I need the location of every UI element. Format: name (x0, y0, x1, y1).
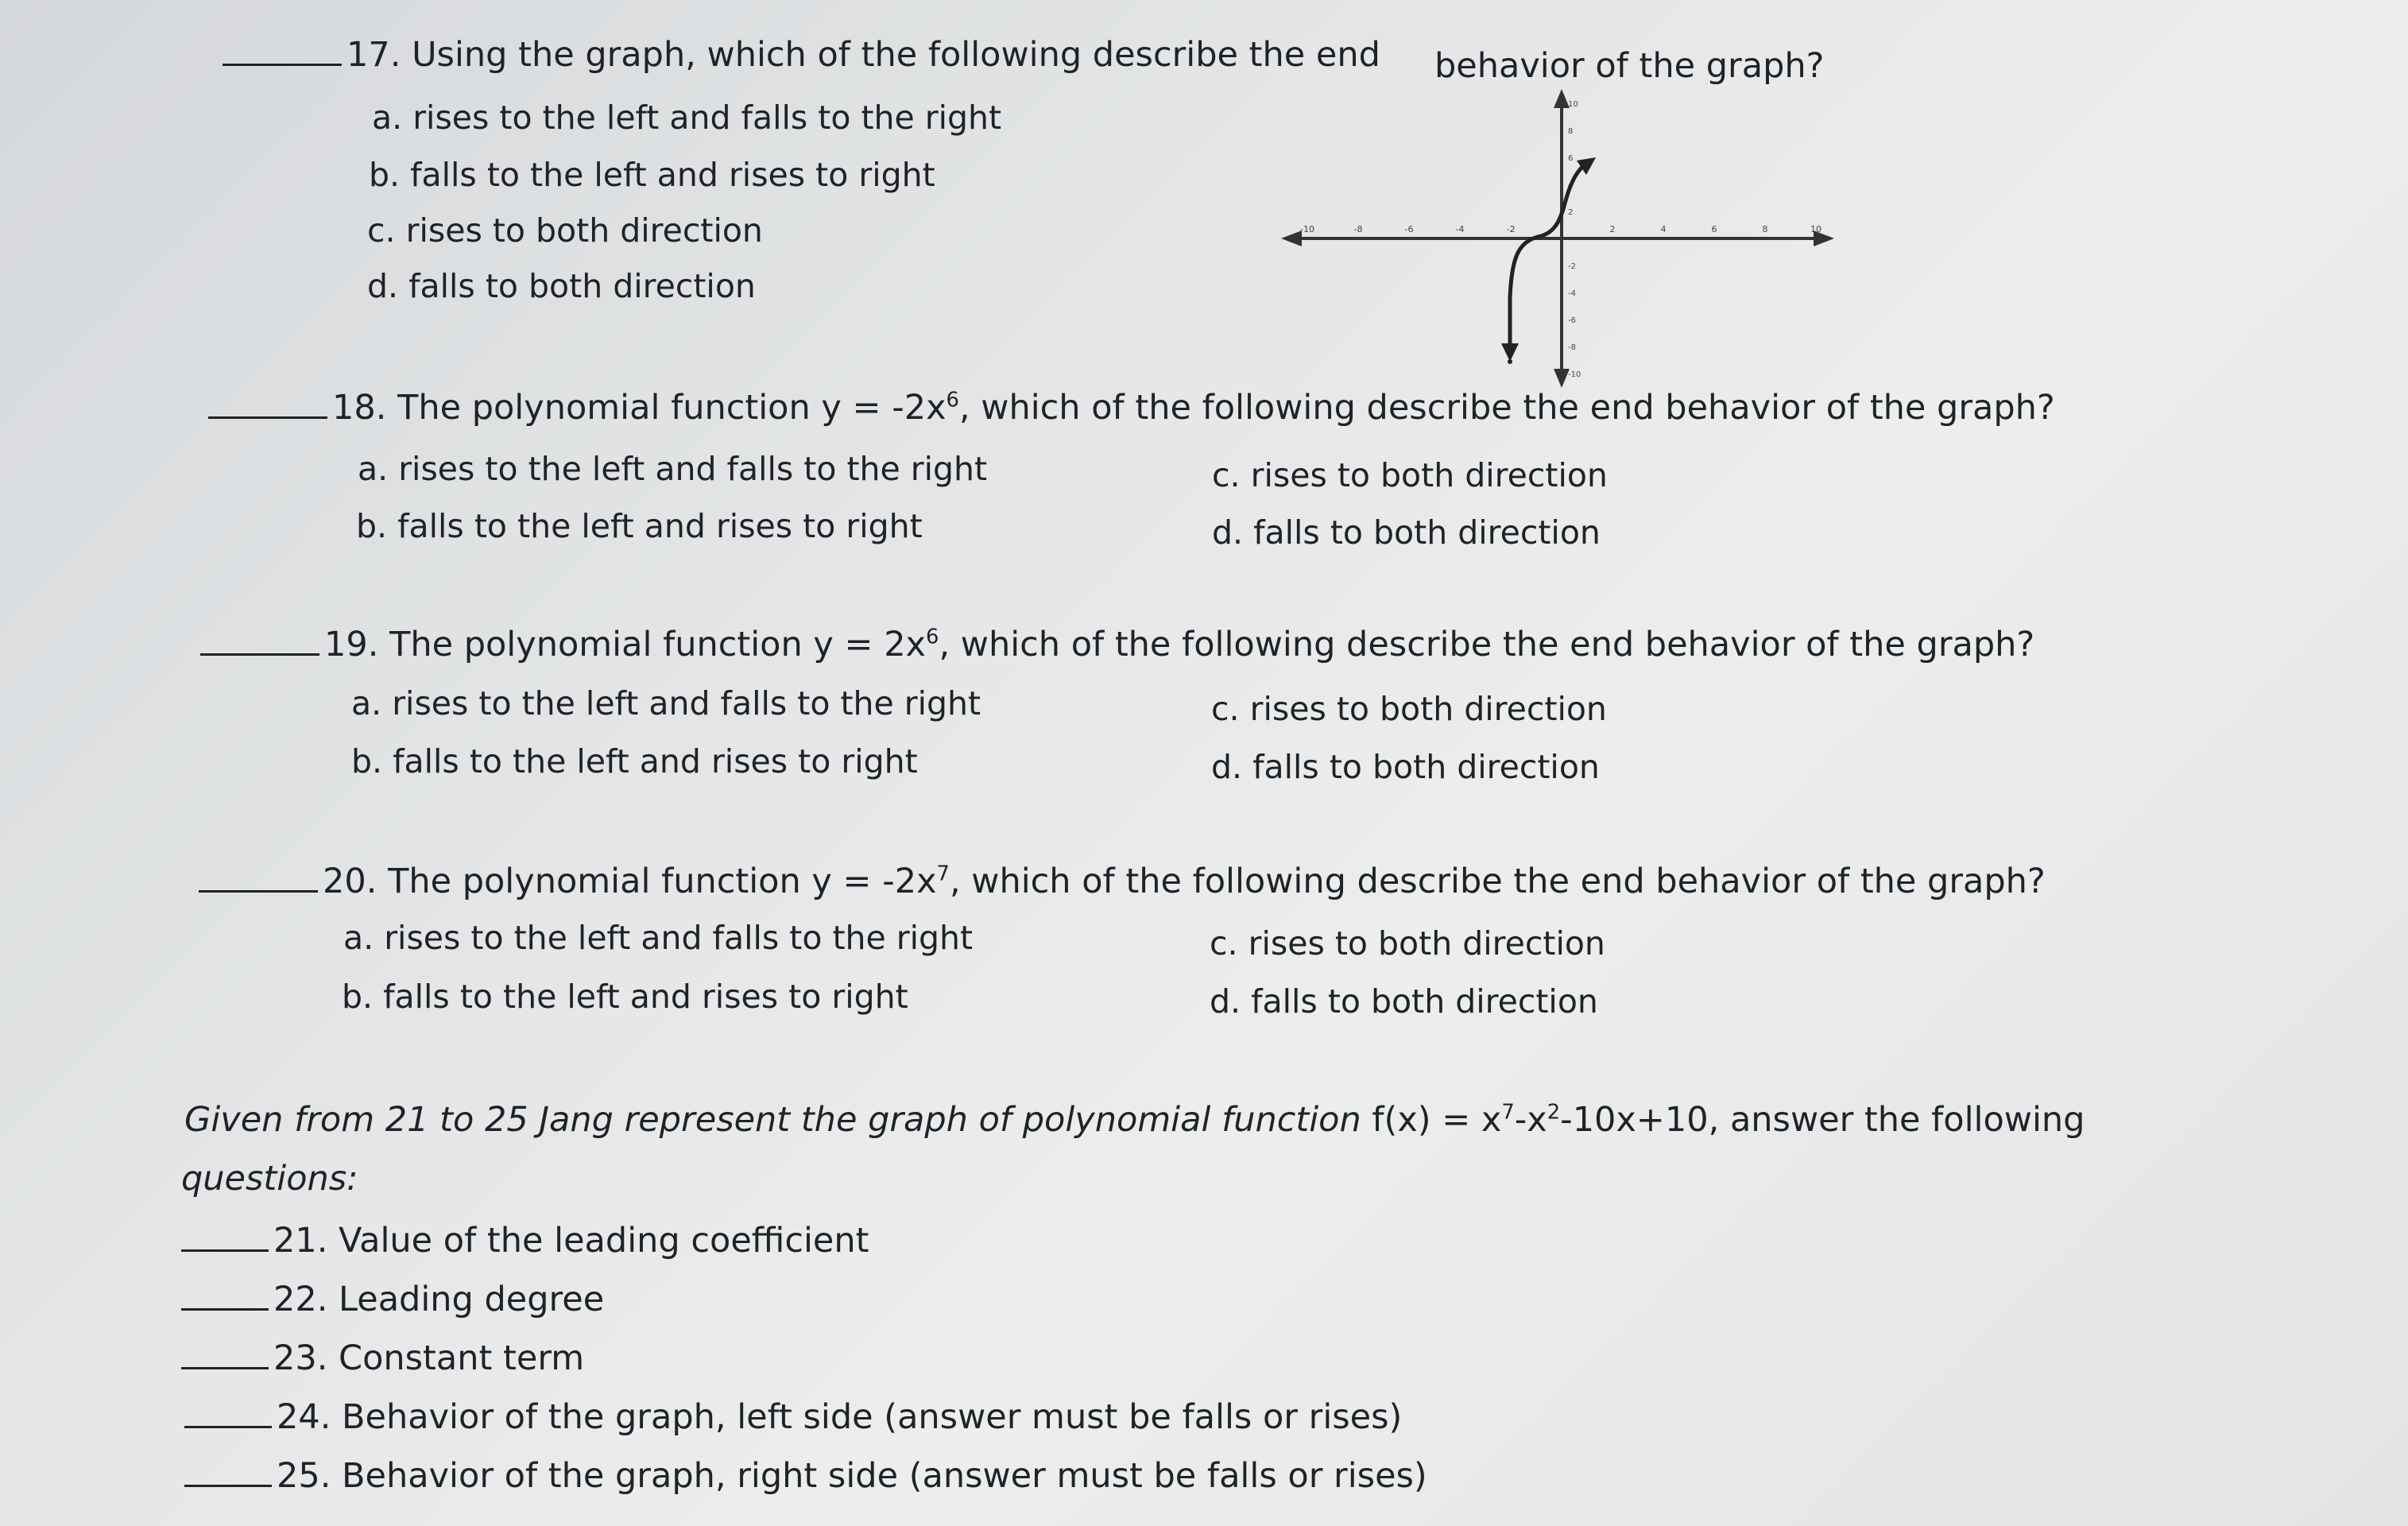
q18-option-c: c. rises to both direction (1212, 456, 1608, 494)
y-axis-top-arrow (1554, 89, 1570, 108)
q18-answer-blank[interactable] (208, 393, 327, 419)
q22: 22. Leading degree (181, 1283, 604, 1317)
q19-option-c: c. rises to both direction (1211, 690, 1607, 728)
q23: 23. Constant term (181, 1342, 584, 1376)
q25: 25. Behavior of the graph, right side (answer must be falls or rises) (184, 1459, 1427, 1493)
curve-bottom-arrow (1501, 343, 1519, 362)
x-tick-label: -8 (1353, 224, 1363, 234)
q18-stem: 18. The polynomial function $y = -2x^6$, which of the following describe the end behavior of the graph? (208, 391, 2055, 425)
given-statement-continued: questions: (181, 1159, 358, 1199)
q24-answer-blank[interactable] (184, 1402, 272, 1428)
given-statement: Given from 21 to 25 Jang represent the graph of polynomial function $f(x) = x^7-x^2-10x+10$, answer the following (184, 1100, 2085, 1140)
q20-answer-blank[interactable] (199, 866, 318, 893)
q17-stem: 17. Using the graph, which of the following describe the end (223, 38, 1380, 72)
q19-option-b: b. falls to the left and rises to right (351, 742, 918, 780)
y-axis-bottom-arrow (1554, 369, 1570, 388)
q20-option-c: c. rises to both direction (1210, 924, 1605, 962)
q19-option-d: d. falls to both direction (1211, 748, 1600, 786)
q18-option-b: b. falls to the left and rises to right (356, 507, 923, 545)
q17-graph (1279, 87, 1836, 389)
q19-option-a: a. rises to the left and falls to the right (351, 684, 981, 722)
y-tick-label: -10 (1568, 370, 1581, 379)
y-tick-label: 8 (1568, 127, 1574, 136)
y-tick-label: 10 (1568, 100, 1578, 109)
x-tick-label: 4 (1660, 224, 1667, 234)
q17-option-d: d. falls to both direction (367, 267, 756, 305)
q21: 21. Value of the leading coefficient (181, 1224, 869, 1258)
q18-option-a: a. rises to the left and falls to the right (358, 450, 988, 488)
q17-option-b: b. falls to the left and rises to right (369, 156, 935, 194)
y-tick-label: 2 (1568, 208, 1574, 217)
y-tick-label: 4 (1568, 181, 1574, 190)
x-tick-label: -10 (1300, 224, 1314, 234)
q24: 24. Behavior of the graph, left side (answer must be falls or rises) (184, 1400, 1402, 1435)
q21-answer-blank[interactable] (181, 1226, 269, 1252)
x-tick-label: -6 (1404, 224, 1414, 234)
x-tick-label: -4 (1455, 224, 1465, 234)
q19-stem: 19. The polynomial function $y = 2x^6$, which of the following describe the end behavior of the graph? (200, 628, 2034, 662)
x-tick-label: 6 (1711, 224, 1717, 234)
x-tick-label: 8 (1762, 224, 1768, 234)
x-tick-label: 10 (1810, 224, 1821, 234)
q17-stem-continued: behavior of the graph? (1434, 46, 1825, 86)
y-tick-label: 6 (1568, 154, 1574, 163)
q20-option-b: b. falls to the left and rises to right (342, 978, 908, 1016)
q20-stem: 20. The polynomial function $y = -2x^7$, which of the following describe the end behavior of the graph? (199, 865, 2046, 899)
x-tick-label: 2 (1609, 224, 1616, 234)
q18-option-d: d. falls to both direction (1212, 513, 1601, 552)
q25-answer-blank[interactable] (184, 1461, 272, 1487)
x-axis-left-arrow (1281, 230, 1302, 246)
q17-option-c: c. rises to both direction (367, 211, 763, 250)
y-tick-label: -8 (1568, 343, 1576, 352)
curve-point (1508, 359, 1512, 364)
q19-answer-blank[interactable] (200, 629, 319, 656)
y-tick-label: -6 (1568, 316, 1576, 325)
q22-answer-blank[interactable] (181, 1284, 269, 1311)
q17-answer-blank[interactable] (223, 40, 342, 66)
q20-option-d: d. falls to both direction (1210, 982, 1598, 1021)
q23-answer-blank[interactable] (181, 1343, 269, 1369)
y-tick-label: -2 (1568, 262, 1576, 271)
x-tick-label: -2 (1506, 224, 1516, 234)
graph-axes (1287, 94, 1828, 383)
q20-option-a: a. rises to the left and falls to the right (343, 919, 974, 957)
graph-curve (1510, 161, 1591, 354)
y-tick-label: -4 (1568, 289, 1576, 298)
q17-option-a: a. rises to the left and falls to the right (372, 99, 1002, 137)
